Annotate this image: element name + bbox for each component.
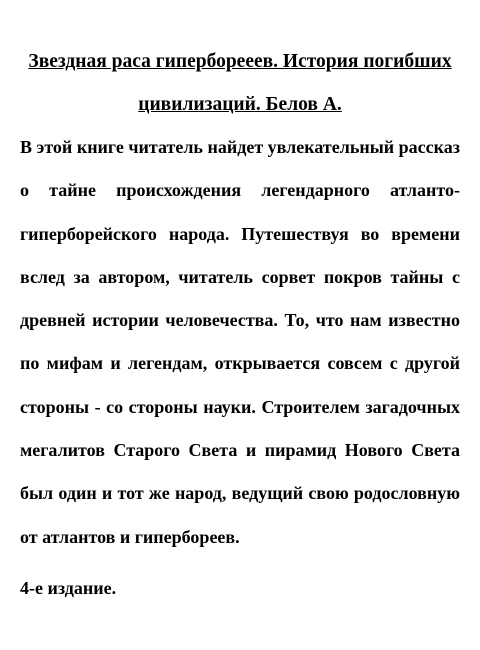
document-page: [20, 0, 460, 650]
edition-label: 4-е издание.: [20, 577, 117, 598]
book-description: В этой книге читатель найдет увлекательный рассказ о тайне происхождения легендарного атланто-гиперборейского народа. Путешествуя во времени вслед за автором, читатель сорвет покров тайны с древней истории человечества. То, что нам известно по мифам и легендам, открывается совсем с другой стороны - со стороны науки. Строителем загадочных мегалитов Старого Света и пирамид Нового Света был один и тот же народ, ведущий свою родословную от атлантов и гипербореев.: [20, 137, 460, 547]
book-title: Звездная раса гиперборееев. История погибших цивилизаций. Белов А.: [28, 51, 452, 115]
